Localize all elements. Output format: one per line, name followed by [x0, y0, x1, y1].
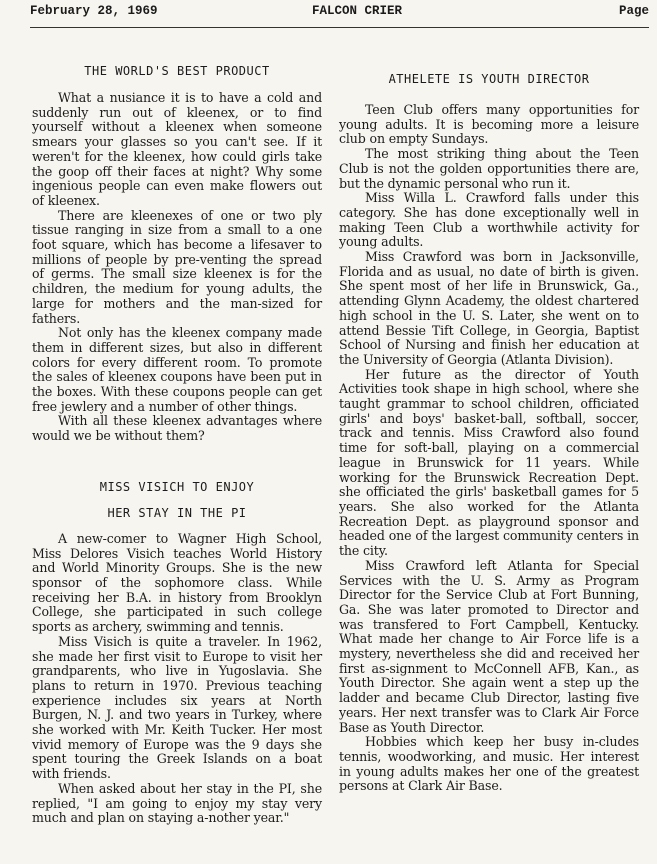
article-title-line-2: HER STAY IN THE PI [107, 505, 247, 520]
article-paragraph: There are kleenexes of one or two ply tissue ranging in size from a small to a one foot square, which has become a lifesaver to millions of people by pre-venting the spread of germs. The small size kleenex is for the children, the medium for young adults, the large for mothers and the man-sized for fathers. [32, 207, 322, 326]
article-title: ATHELETE IS YOUTH DIRECTOR [388, 72, 590, 86]
article-title: THE WORLD'S BEST PRODUCT [84, 64, 270, 78]
article-paragraph: Miss Crawford was born in Jacksonville, Florida and as usual, no date of birth is given. She spent most of her life in Brunswick, Ga., attending Glynn Academy, the oldest chartered high school in the U. S. Later, she went on to attend Bessie Tift College, in Georgia, Baptist School of Nursing and finish her education at the University of Georgia (Atlanta Division). [339, 249, 639, 367]
article-worlds-best-product [32, 64, 322, 444]
article-paragraph: When asked about her stay in the PI, she replied, "I am going to enjoy my stay very much and plan on staying a-nother year." [32, 780, 322, 826]
article-paragraph: Her future as the director of Youth Activities took shape in high school, where she taught grammar to school children, officiated girls' and boys' basket-ball, softball, soccer, track and tennis. Miss Crawford also found time for soft-ball, playing on a commercial league in Brunswick for 11 years. While working for the Brunswick Recreation Dept. she officiated the girls' basketball games for 5 years. She also worked for the Atlanta Recreation Dept. as playground sponsor and headed one of the largest community centers in the city. [339, 366, 639, 559]
publication-name: FALCON CRIER [312, 4, 403, 18]
left-column [32, 44, 322, 826]
article-title-line-1: MISS VISICH TO ENJOY [99, 479, 255, 494]
article-paragraph: Miss Visich is quite a traveler. In 1962, she made her first visit to Europe to visit her grandparents, who live in Yugoslavia. She plans to return in 1970. Previous teaching experience includes six years at North Burgen, N. J. and two years in Turkey, where she worked with Mr. Keith Tucker. Her most vivid memory of Europe was the 9 days she spent touring the Greek Islands on a boat with friends. [32, 633, 322, 782]
article-paragraph: Teen Club offers many opportunities for young adults. It is becoming more a leisure club on empty Sundays. [339, 102, 639, 147]
article-paragraph: Hobbies which keep her busy in-cludes tennis, woodworking, and music. Her interest in young adults makes her one of the greatest persons at Clark Air Base. [339, 734, 639, 794]
right-column [339, 44, 639, 794]
header-rule [30, 27, 649, 28]
article-miss-visich [32, 480, 322, 826]
article-paragraph: Miss Crawford left Atlanta for Special Services with the U. S. Army as Program Director for the Service Club at Fort Bunning, Ga. She was later promoted to Director and was transfered to Fort Campbell, Kentucky. What made her change to Air Force life is a mystery, nevertheless she did and received her first as-signment to McConnell AFB, Kan., as Youth Director. She again went a step up the ladder and became Club Director, lasting five years. Her next transfer was to Clark Air Force Base as Youth Director. [339, 557, 639, 735]
page-label: Page [618, 4, 649, 18]
article-paragraph: Not only has the kleenex company made them in different sizes, but also in different colors for every different room. To promote the sales of kleenex coupons have been put in the boxes. With these coupons people can get free jewlery and a number of other things. [32, 325, 322, 414]
article-paragraph: Miss Willa L. Crawford falls under this category. She has done exceptionally well in making Teen Club a worthwhile activity for young adults. [339, 190, 639, 250]
article-athelete-youth-director [339, 72, 639, 794]
article-paragraph: A new-comer to Wagner High School, Miss Delores Visich teaches World History and World Minority Groups. She is the new sponsor of the sophomore class. While receiving her B.A. in history from Brooklyn College, she participated in such college sports as archery, swimming and tennis. [32, 530, 322, 635]
article-paragraph: What a nusiance it is to have a cold and suddenly run out of kleenex, or to find yourself without a kleenex when someone smears your glasses so you can't see. If it weren't for the kleenex, how could girls take the goop off their faces at night? Why some ingenious people can even make flowers out of kleenex. [32, 90, 322, 208]
article-paragraph: The most striking thing about the Teen Club is not the golden opportunities there are, but the dynamic personal who run it. [339, 146, 639, 191]
page-header [30, 4, 649, 24]
article-paragraph: With all these kleenex advantages where would we be without them? [32, 413, 322, 444]
issue-date: February 28, 1969 [30, 4, 158, 18]
